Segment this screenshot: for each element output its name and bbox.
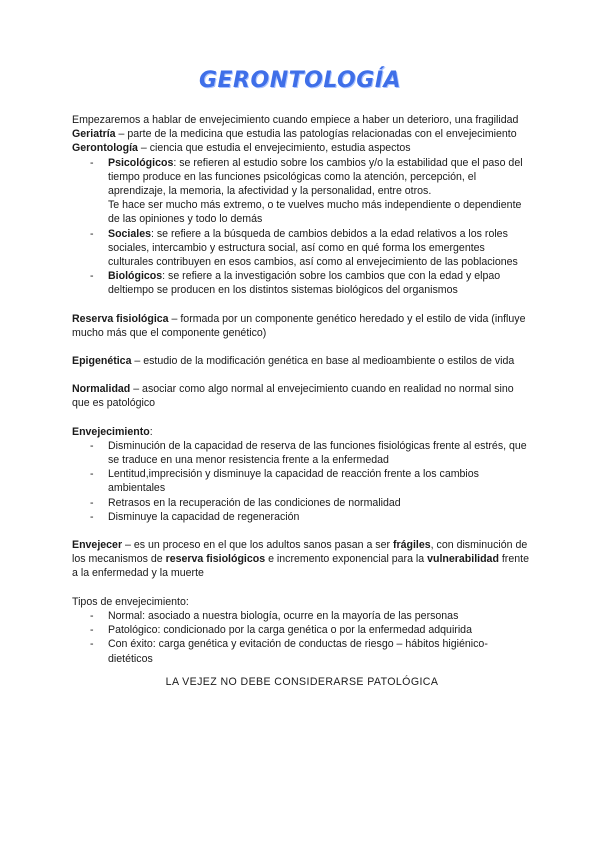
gerontologia-aspects-list — [72, 156, 532, 298]
reserva-definition — [72, 312, 532, 340]
list-item: - Lentitud,imprecisión y disminuye la capacidad de reacción frente a los cambios ambientales — [72, 467, 532, 495]
list-item: - Normal: asociado a nuestra biología, ocurre en la mayoría de las personas — [72, 609, 532, 623]
list-item — [72, 269, 532, 297]
bold-fragiles: frágiles — [392, 539, 431, 552]
intro-paragraph: Empezaremos a hablar de envejecimiento cuando empiece a haber un deterioro, una fragilidad — [72, 114, 519, 126]
list-item: - Retrasos en la recuperación de las condiciones de normalidad — [72, 496, 532, 510]
normalidad-definition — [72, 382, 532, 410]
envejecer-text: e incremento exponencial para la — [265, 553, 428, 566]
aspect-term: Sociales — [108, 227, 151, 240]
geriatria-definition — [72, 127, 532, 141]
page-title: GERONTOLOGÍA — [198, 68, 402, 93]
geriatria-term: Geriatría — [72, 128, 116, 141]
reserva-term: Reserva fisiológica — [72, 312, 169, 325]
reserva-text: – formada por un componente genético heredado y el estilo de vida (influye mucho más que el componente genético) — [72, 312, 526, 339]
normalidad-term: Normalidad — [72, 383, 131, 396]
list-item — [72, 227, 532, 270]
document-body — [72, 113, 532, 689]
envejecer-term: Envejecer — [72, 539, 123, 552]
gerontologia-definition — [72, 141, 532, 155]
closing-statement: LA VEJEZ NO DEBE CONSIDERARSE PATOLÓGICA — [165, 675, 439, 688]
envejecimiento-term: Envejecimiento — [72, 425, 150, 438]
tipos-heading: Tipos de envejecimiento: — [72, 595, 189, 608]
aspect-text: : se refiere a la búsqueda de cambios debidos a la edad relativos a los roles sociales, intercambio y estructura social, así como en qué forma los emergentes culturales contribuyen en esos cambios, así como al envejecimiento de las poblaciones — [108, 227, 518, 269]
normalidad-text: – asociar como algo normal al envejecimiento cuando en realidad no normal sino que es patológico — [72, 383, 514, 410]
envejecer-text: – es un proceso en el que los adultos sanos pasan a ser — [122, 539, 393, 552]
envejecimiento-heading — [72, 425, 532, 439]
list-item: - Patológico: condicionado por la carga genética o por la enfermedad adquirida — [72, 623, 532, 637]
epigenetica-text: – estudio de la modificación genética en base al medioambiente o estilos de vida — [131, 355, 515, 368]
envejecer-text: frente a la enfermedad y la muerte — [72, 553, 529, 580]
epigenetica-term: Epigenética — [72, 355, 132, 368]
tipos-list — [72, 609, 532, 666]
gerontologia-text: – ciencia que estudia el envejecimiento, estudia aspectos — [137, 142, 411, 155]
geriatria-text: – parte de la medicina que estudia las patologías relacionadas con el envejecimiento — [115, 128, 517, 141]
bold-reserva: reserva fisiológicos — [165, 553, 266, 566]
aspect-text: : se refiere a la investigación sobre los cambios que con la edad y elpao deltiempo se producen en los distintos sistemas biológicos del organismos — [108, 270, 501, 297]
list-item — [72, 156, 532, 227]
aspect-note: Te hace ser mucho más extremo, o te vuelves mucho más independiente o dependiente de las opiniones y todo lo demás — [108, 199, 522, 226]
envejecer-text: , con disminución de los mecanismos de — [72, 539, 528, 566]
heading-colon: : — [149, 425, 153, 438]
envejecer-definition — [72, 538, 532, 581]
epigenetica-definition — [72, 354, 532, 368]
aspect-term: Biológicos — [108, 270, 163, 283]
aspect-term: Psicológicos — [108, 156, 174, 169]
list-item: - Disminuye la capacidad de regeneración — [72, 510, 532, 524]
gerontologia-term: Gerontología — [72, 142, 138, 155]
aspect-text: : se refieren al estudio sobre los cambios y/o la estabilidad que el paso del tiempo produce en las funciones psicológicas como la atención, percepción, el aprendizaje, la memoria, la afectividad y la personalidad, entre otros. — [108, 156, 523, 198]
envejecimiento-list — [72, 439, 532, 524]
bold-vulnerabilidad: vulnerabilidad — [427, 553, 499, 566]
list-item: - Disminución de la capacidad de reserva de las funciones fisiológicas frente al estrés, que se traduce en una menor resistencia frente a la enfermedad — [72, 439, 532, 467]
list-item: - Con éxito: carga genética y evitación de conductas de riesgo – hábitos higiénico-dietéticos — [72, 637, 532, 665]
